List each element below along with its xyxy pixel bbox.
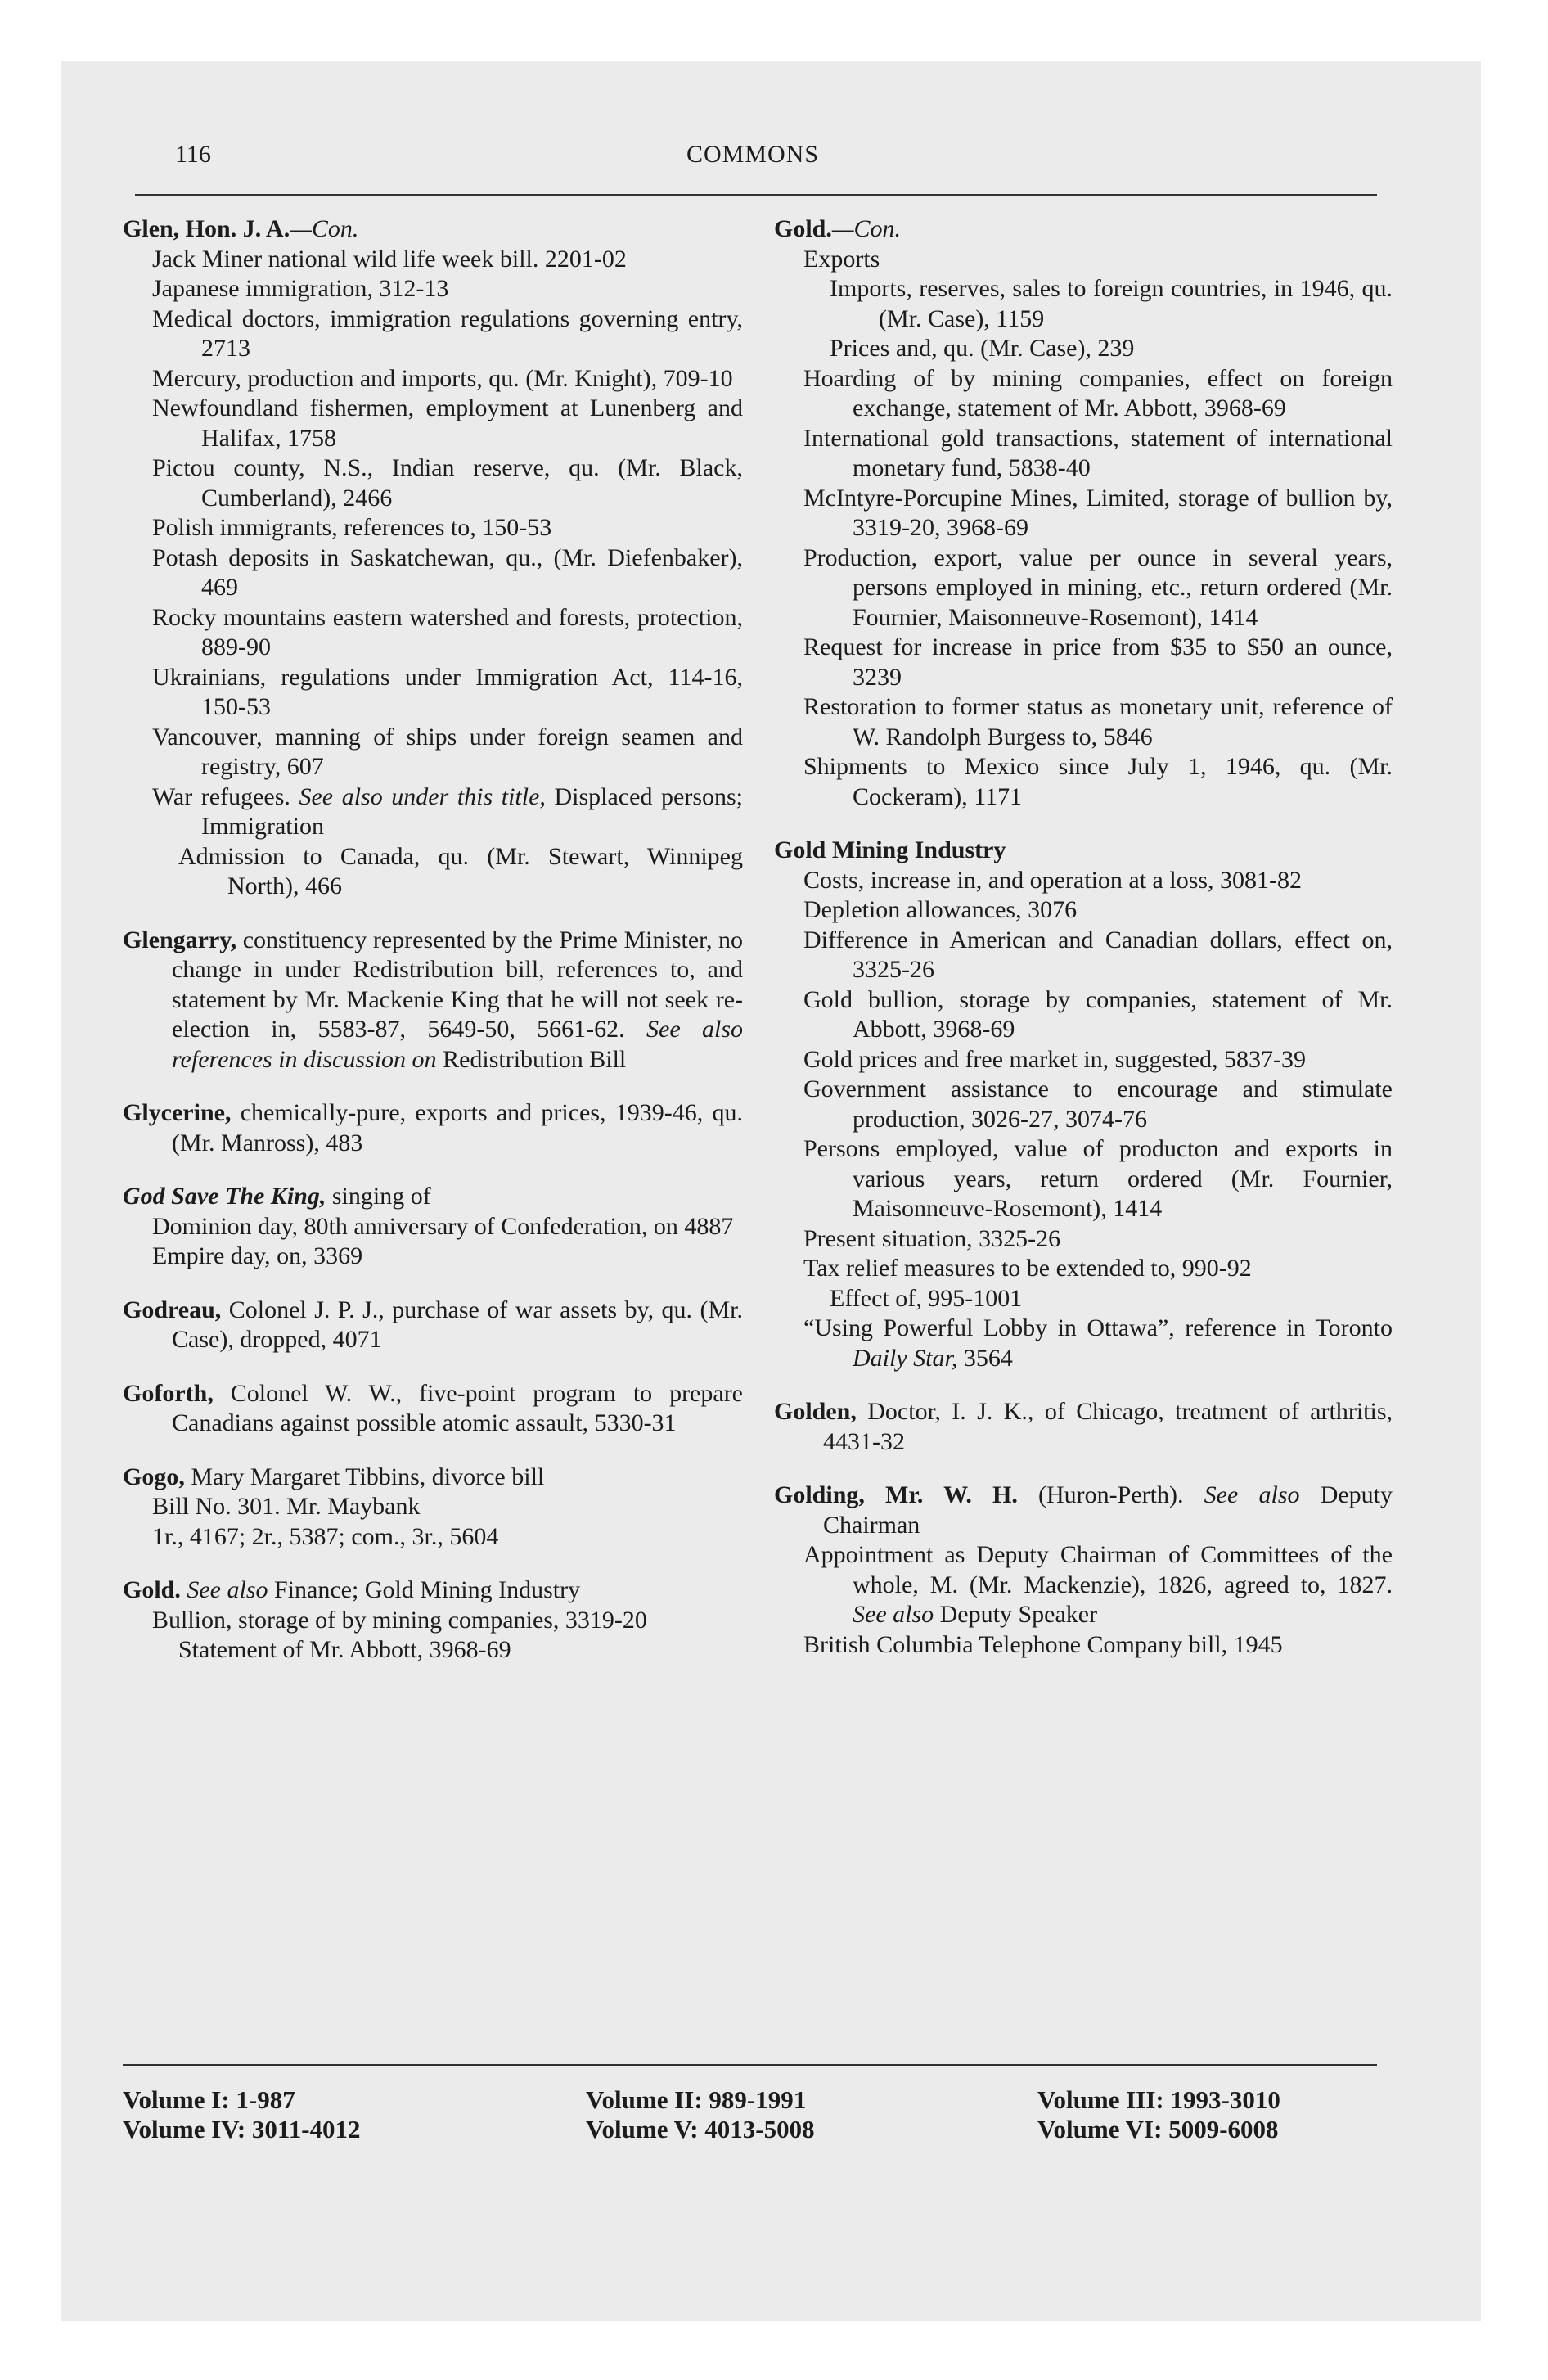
footer-volumes-1: [123, 2085, 361, 2144]
sub-entry: Bullion, storage of by mining companies, 3319-20: [152, 1606, 647, 1634]
entry-golding: Golding, Mr. W. H. (Huron-Perth). See also Deputy Chairman Appointment as Deputy Chairman of Committees of the whole, M. (Mr. Mackenzie), 1826, agreed to, 1827. See also Deputy Speaker British Columbia Telephone Company bill, 1945: [774, 1481, 1393, 1660]
sub-entry: Jack Miner national wild life week bill. 2201-02: [152, 245, 627, 273]
footer-rule: [123, 2064, 1377, 2066]
sub-entry: Gold bullion, storage by companies, statement of Mr. Abbott, 3968-69: [803, 985, 1393, 1043]
sub-entry: 1r., 4167; 2r., 5387; com., 3r., 5604: [152, 1522, 499, 1550]
sub-entry: Production, export, value per ounce in several years, persons employed in mining, etc., return ordered (Mr. Fournier, Maisonneuve-Rosemont), 1414: [803, 543, 1393, 631]
right-column: [774, 214, 1393, 1684]
sub-sub-entry: Effect of, 995-1001: [830, 1284, 1023, 1312]
sub-entry: Vancouver, manning of ships under foreign seamen and registry, 607: [152, 723, 743, 780]
footer-volumes-2: [586, 2085, 815, 2144]
sub-entry: Potash deposits in Saskatchewan, qu., (Mr. Diefenbaker), 469: [152, 543, 743, 601]
volume-range: Volume I: 1-987: [123, 2085, 295, 2114]
headword: God Save The King,: [123, 1183, 326, 1210]
sub-entry: Rocky mountains eastern watershed and forests, protection, 889-90: [152, 603, 743, 660]
sub-entry: Pictou county, N.S., Indian reserve, qu. (Mr. Black, Cumberland), 2466: [152, 454, 743, 512]
sub-entry: Bill No. 301. Mr. Maybank: [152, 1493, 421, 1520]
sub-entry: Gold prices and free market in, suggested, 5837-39: [803, 1045, 1306, 1073]
sub-entry: Ukrainians, regulations under Immigration Act, 114-16, 150-53: [152, 663, 743, 720]
sub-entry: Hoarding of by mining companies, effect on foreign exchange, statement of Mr. Abbott, 3968-69: [803, 364, 1393, 421]
headword: Glengarry,: [123, 926, 237, 953]
footer-volumes-3: [1037, 2085, 1280, 2144]
sub-entry: Government assistance to encourage and stimulate production, 3026-27, 3074-76: [803, 1075, 1393, 1133]
entry-godreau: Godreau, Colonel J. P. J., purchase of war assets by, qu. (Mr. Case), dropped, 4071: [123, 1296, 744, 1353]
see-also-label: See also: [1204, 1481, 1300, 1508]
page-number: 116: [175, 141, 211, 168]
volume-range: Volume II: 989-1991: [586, 2085, 807, 2114]
sub-entry: Medical doctors, immigration regulations governing entry, 2713: [152, 304, 743, 362]
entry-gold-continued: [774, 214, 1393, 812]
sub-entry: Mercury, production and imports, qu. (Mr. Knight), 709-10: [152, 364, 733, 392]
sub-entry: Japanese immigration, 312-13: [152, 275, 449, 302]
sub-entry: Dominion day, 80th anniversary of Confederation, on 4887: [152, 1212, 734, 1240]
sub-entry: Exports: [803, 245, 880, 273]
sub-sub-entry: Statement of Mr. Abbott, 3968-69: [178, 1636, 511, 1663]
sub-entry: Costs, increase in, and operation at a loss, 3081-82: [803, 866, 1303, 894]
entry-heading-line: [123, 214, 743, 245]
entry-glen: [123, 214, 743, 902]
continued-label: —Con.: [290, 215, 359, 242]
left-column: [123, 214, 743, 1689]
sub-entry: Request for increase in price from $35 to $50 an ounce, 3239: [803, 633, 1393, 691]
see-also-label: See also references in discussion on: [172, 1016, 744, 1073]
sub-entry: British Columbia Telephone Company bill, 1945: [803, 1630, 1283, 1658]
headword: Glycerine,: [123, 1099, 232, 1126]
sub-sub-entry: Prices and, qu. (Mr. Case), 239: [830, 335, 1135, 362]
entry-gold-mining-industry: [774, 836, 1393, 1373]
entry-glengarry: Glengarry, constituency represented by the Prime Minister, no change in under Redistribution bill, references to, and statement by Mr. Mackenie King that he will not seek re-election in, 5583-87, 5649-50, 5661-62. See also references in discussion on Redistribution Bill: [123, 926, 744, 1073]
entry-golden: Golden, Doctor, I. J. K., of Chicago, treatment of arthritis, 4431-32: [774, 1398, 1393, 1455]
headword: Godreau,: [123, 1296, 222, 1323]
sub-sub-entry: Imports, reserves, sales to foreign countries, in 1946, qu. (Mr. Case), 1159: [830, 275, 1393, 332]
entry-gogo: Gogo, Mary Margaret Tibbins, divorce bill Bill No. 301. Mr. Maybank 1r., 4167; 2r., 5387; com., 3r., 5604: [123, 1463, 743, 1553]
headword: Gold.: [774, 215, 832, 242]
sub-entry: Tax relief measures to be extended to, 990-92: [803, 1255, 1252, 1282]
sub-entry-lobby: “Using Powerful Lobby in Ottawa”, reference in Toronto Daily Star, 3564: [803, 1314, 1393, 1372]
entry-goforth: Goforth, Colonel W. W., five-point program to prepare Canadians against possible atomic assault, 5330-31: [123, 1379, 743, 1436]
continued-label: —Con.: [831, 215, 902, 242]
entry-god-save-the-king: God Save The King, singing of Dominion day, 80th anniversary of Confederation, on 4887 Empire day, on, 3369: [123, 1182, 743, 1272]
headword: Golding, Mr. W. H.: [774, 1481, 1018, 1508]
sub-entry: Shipments to Mexico since July 1, 1946, qu. (Mr. Cockeram), 1171: [803, 753, 1393, 810]
sub-sub-entry: Admission to Canada, qu. (Mr. Stewart, Winnipeg North), 466: [178, 842, 743, 899]
headword: Gogo,: [123, 1463, 185, 1490]
sub-entry: Difference in American and Canadian dollars, effect on, 3325-26: [803, 926, 1393, 983]
headword: Gold Mining Industry: [774, 836, 1006, 863]
headword: Golden,: [774, 1398, 857, 1425]
see-also-label: See also: [187, 1576, 268, 1603]
sub-entry: International gold transactions, statement of international monetary fund, 5838-40: [803, 424, 1393, 481]
sub-entry: Depletion allowances, 3076: [803, 896, 1078, 923]
sub-entry-war-refugees: War refugees. See also under this title, Displaced persons; Immigration: [152, 782, 744, 840]
sub-entry: Restoration to former status as monetary unit, reference of W. Randolph Burgess to, 5846: [803, 693, 1393, 751]
sub-entry: Persons employed, value of producton and exports in various years, return ordered (Mr. Fournier, Maisonneuve-Rosemont), 1414: [803, 1135, 1393, 1222]
entry-glycerine: Glycerine, chemically-pure, exports and prices, 1939-46, qu. (Mr. Manross), 483: [123, 1099, 743, 1156]
sub-entry-appointment: Appointment as Deputy Chairman of Committees of the whole, M. (Mr. Mackenzie), 1826, agreed to, 1827. See also Deputy Speaker: [803, 1541, 1393, 1628]
entry-gold: Gold. See also Finance; Gold Mining Industry Bullion, storage of by mining companies, 3319-20 Statement of Mr. Abbott, 3968-69: [123, 1575, 743, 1666]
headword: Goforth,: [123, 1379, 214, 1407]
volume-range: Volume V: 4013-5008: [586, 2115, 815, 2143]
sub-entry: Empire day, on, 3369: [152, 1242, 363, 1269]
sub-entry: Present situation, 3325-26: [803, 1224, 1061, 1252]
headword: Gold.: [123, 1576, 181, 1603]
sub-entry: McIntyre-Porcupine Mines, Limited, storage of bullion by, 3319-20, 3968-69: [803, 484, 1393, 541]
header-rule: [135, 194, 1377, 196]
volume-range: Volume VI: 5009-6008: [1037, 2115, 1279, 2143]
see-also-label: See also: [853, 1601, 934, 1628]
volume-range: Volume IV: 3011-4012: [123, 2115, 361, 2143]
headword: Glen, Hon. J. A.: [123, 215, 290, 242]
volume-range: Volume III: 1993-3010: [1037, 2085, 1280, 2114]
running-title: COMMONS: [686, 141, 820, 168]
sub-entry: Polish immigrants, references to, 150-53: [152, 514, 552, 541]
see-also-label: See also under this title,: [299, 782, 546, 810]
page-header: [123, 141, 1383, 182]
sub-entry: Newfoundland fishermen, employment at Lunenberg and Halifax, 1758: [152, 394, 743, 452]
